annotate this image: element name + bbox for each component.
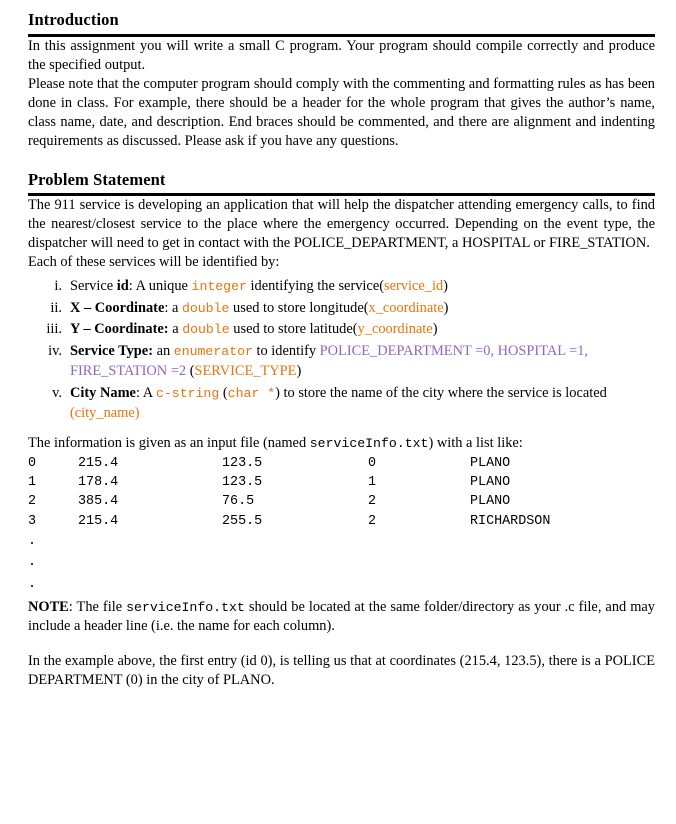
cell-type: 0 [368, 456, 377, 472]
intro-paragraph-2: Please note that the computer program should comply with the commenting and formatting rules as has been done in class. For example, there should be a header for the whole program that gives the author’s name, class name, date, and description. End braces should be commented, and there are alignment and indenting requirements as discussed. Please ask if you have any questions. [28, 75, 655, 149]
field-name-bold: City Name [70, 384, 136, 401]
text-run: ) [432, 321, 438, 338]
cell-y: 123.5 [222, 475, 263, 491]
cell-y: 255.5 [222, 513, 263, 529]
service-fields-list [28, 276, 655, 423]
list-item-text [70, 385, 607, 421]
cell-id: 2 [28, 494, 37, 510]
cell-id: 1 [28, 475, 37, 491]
text-run: used to store longitude( [229, 299, 369, 316]
identifier-service-type: SERVICE_TYPE [194, 363, 297, 380]
problem-statement-paragraph: The 911 service is developing an application that will help the dispatcher attending emergency calls, to find the nearest/closest service to the place where the emergency occurred. Depending on the event type, the dispatcher will need to get in contact with the POLICE_DEPARTMENT, a HOSPITAL or FIRE_STATION. [28, 197, 655, 252]
cell-type: 1 [368, 475, 377, 491]
cell-x: 215.4 [78, 513, 119, 529]
text-run: ) with a list like: [428, 435, 523, 452]
ellipsis-dot-3: . [28, 577, 37, 593]
identifier-x-coordinate: x_coordinate [368, 299, 444, 316]
input-file-data-listing [28, 454, 655, 531]
code-type-integer: integer [191, 279, 247, 295]
text-run: an [153, 342, 174, 359]
table-row [28, 492, 655, 511]
closing-paragraph: In the example above, the first entry (id 0), is telling us that at coordinates (215.4, 123.5), there is a POLICE DEPARTMENT (0) in the city of PLANO. [28, 652, 655, 688]
text-run: ) [296, 363, 302, 380]
table-row [28, 473, 655, 492]
introduction-section-header [28, 0, 655, 37]
input-file-lead-in [28, 434, 655, 453]
text-run: ) [443, 278, 448, 295]
cell-city: PLANO [470, 494, 511, 510]
table-row [28, 512, 655, 531]
paren-close: ) [134, 404, 140, 421]
intro-paragraph-1: In this assignment you will write a small C program. Your program should compile correctly and produce the specified output. [28, 37, 655, 73]
cell-type: 2 [368, 494, 377, 510]
list-marker-iii: iii. [46, 321, 62, 338]
text-run: ) [443, 299, 449, 316]
code-type-c-string: c-string [155, 385, 220, 401]
text-run: The information is given as an input file (named [28, 435, 310, 452]
text-run: ( [219, 384, 228, 401]
text-run: should be located at the same folder/directory as your .c file, and may include a header line (i.e. the name for each column). [28, 598, 655, 634]
text-run: : a [164, 299, 182, 316]
field-name-bold: Service Type: [70, 342, 153, 359]
list-item-text [70, 278, 448, 294]
note-paragraph [28, 598, 655, 636]
text-run: identifying the service( [246, 278, 384, 295]
list-item-x-coordinate [28, 298, 655, 318]
field-name-bold: Y – Coordinate: [70, 321, 169, 338]
text-run: : A [135, 384, 156, 401]
note-label: NOTE [28, 598, 69, 615]
list-marker-v: v. [52, 384, 62, 401]
filename-service-info: serviceInfo.txt [309, 436, 429, 452]
list-item-service-id [28, 276, 655, 296]
heading-problem-statement: Problem Statement [28, 169, 166, 189]
text-run: ( [186, 363, 195, 380]
cell-city: PLANO [470, 456, 511, 472]
text-run: a [168, 321, 183, 338]
field-name-bold: id [116, 278, 129, 295]
identifier-city-name: city_name [74, 404, 135, 421]
ellipsis-dot-1: . [28, 533, 37, 549]
cell-x: 385.4 [78, 494, 119, 510]
paren-open: ( [70, 404, 75, 421]
filename-service-info: serviceInfo.txt [126, 599, 245, 615]
list-marker-iv: iv. [48, 342, 62, 359]
cell-y: 76.5 [222, 494, 255, 510]
cell-city: RICHARDSON [470, 513, 551, 529]
cell-id: 3 [28, 513, 37, 529]
text-run: ) to store the name of the city where the service is located [275, 384, 607, 401]
service-list-lead-in: Each of these services will be identified by: [28, 254, 280, 271]
identifier-service-id: service_id [384, 278, 444, 295]
field-name-bold: X – Coordinate [70, 299, 165, 316]
cell-type: 2 [368, 513, 377, 529]
cell-x: 178.4 [78, 475, 119, 491]
problem-statement-section-header [28, 151, 655, 197]
heading-introduction: Introduction [28, 10, 119, 29]
text-run: Service [70, 278, 117, 295]
code-type-enumerator: enumerator [173, 343, 253, 359]
table-row [28, 454, 655, 473]
code-type-double: double [182, 322, 230, 338]
text-run: used to store latitude( [229, 321, 358, 338]
list-item-text [70, 321, 437, 337]
list-item-text [70, 300, 448, 316]
list-marker-i: i. [54, 278, 62, 295]
list-item-y-coordinate [28, 319, 655, 339]
list-marker-ii: ii. [50, 299, 62, 316]
text-run: : The file [68, 598, 127, 615]
list-item-service-type [28, 341, 655, 382]
ellipsis-dot-2: . [28, 555, 37, 571]
list-item-text [70, 343, 588, 379]
cell-city: PLANO [470, 475, 511, 491]
enum-values-service-type: POLICE_DEPARTMENT =0, HOSPITAL =1, FIRE_STATION =2 [70, 342, 589, 380]
identifier-y-coordinate: y_coordinate [357, 321, 433, 338]
code-type-double: double [181, 300, 230, 316]
list-item-city-name [28, 383, 655, 424]
cell-x: 215.4 [78, 456, 119, 472]
text-run: : A unique [128, 278, 192, 295]
code-type-char-pointer: char * [227, 385, 276, 401]
cell-y: 123.5 [222, 456, 263, 472]
text-run: to identify [252, 342, 320, 359]
cell-id: 0 [28, 456, 37, 472]
